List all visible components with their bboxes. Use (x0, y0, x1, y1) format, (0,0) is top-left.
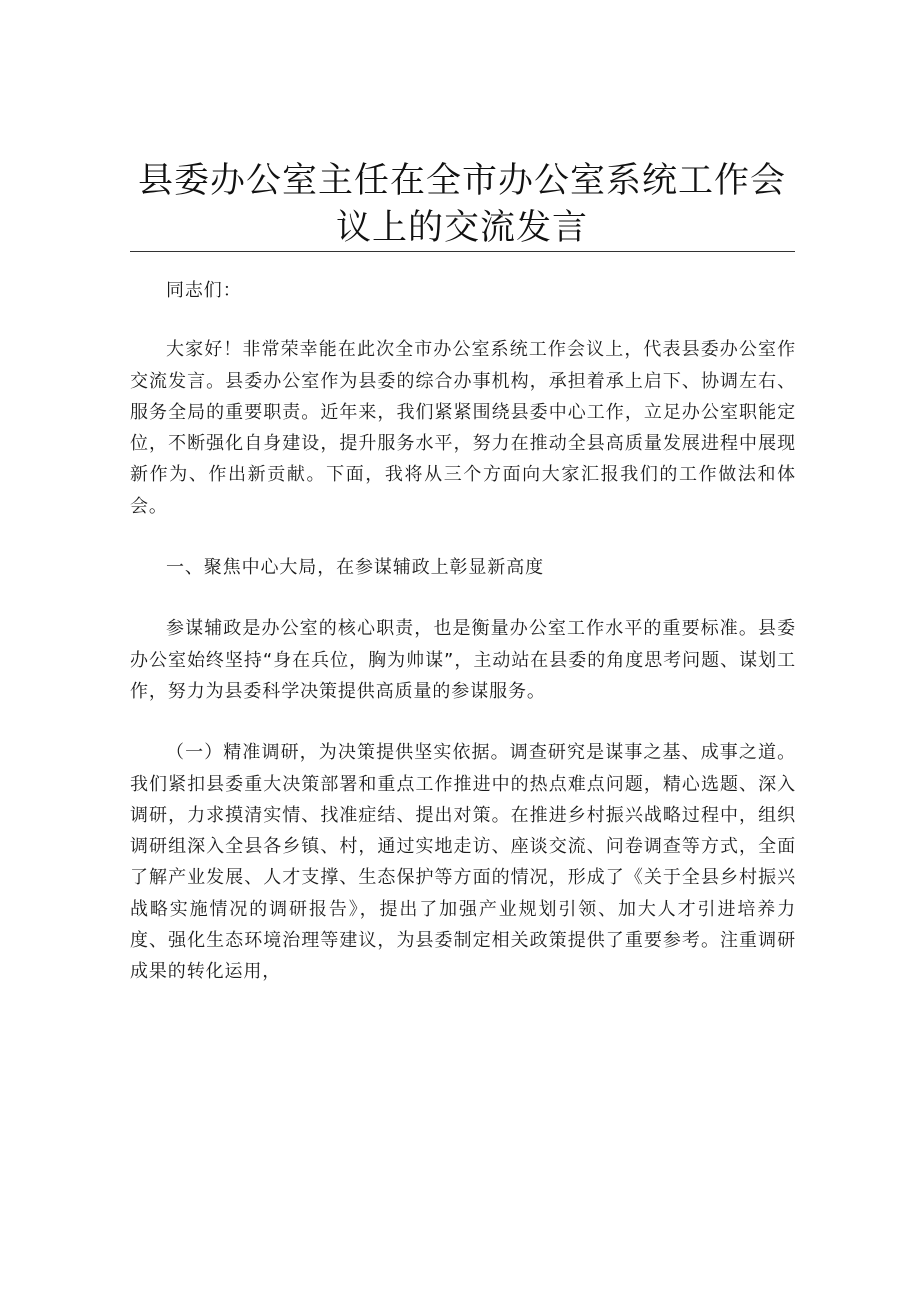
document-title: 县委办公室主任在全市办公室系统工作会议上的交流发言 (137, 161, 786, 248)
salutation-paragraph: 同志们： (166, 280, 242, 301)
subsection-paragraph: （一）精准调研，为决策提供坚实依据。调查研究是谋事之基、成事之道。我们紧扣县委重大决策部署和重点工作推进中的热点难点问题，精心选题、深入调研，力求摸清实情、找准症结、提出对策。在推进乡村振兴战略过程中，组织调研组深入全县各乡镇、村，通过实地走访、座谈交流、问卷调查等方式，全面了解产业发展、人才支撑、生态保护等方面的情况，形成了《关于全县乡村振兴战略实施情况的调研报告》，提出了加强产业规划引领、加大人才引进培养力度、强化生态环境治理等建议，为县委制定相关政策提供了重要参考。注重调研成果的转化运用， (130, 742, 796, 983)
document-body (130, 275, 796, 988)
section-heading: 一、聚焦中心大局，在参谋辅政上彰显新高度 (166, 557, 544, 579)
section-intro-paragraph: 参谋辅政是办公室的核心职责，也是衡量办公室工作水平的重要标准。县委办公室始终坚持“身在兵位，胸为帅谋”，主动站在县委的角度思考问题、谋划工作，努力为县委科学决策提供高质量的参谋服务。 (130, 618, 796, 702)
title-underline (130, 251, 795, 252)
intro-paragraph: 大家好！非常荣幸能在此次全市办公室系统工作会议上，代表县委办公室作交流发言。县委办公室作为县委的综合办事机构，承担着承上启下、协调左右、服务全局的重要职责。近年来，我们紧紧围绕县委中心工作，立足办公室职能定位，不断强化自身建设，提升服务水平，努力在推动全县高质量发展进程中展现新作为、作出新贡献。下面，我将从三个方面向大家汇报我们的工作做法和体会。 (130, 339, 796, 517)
